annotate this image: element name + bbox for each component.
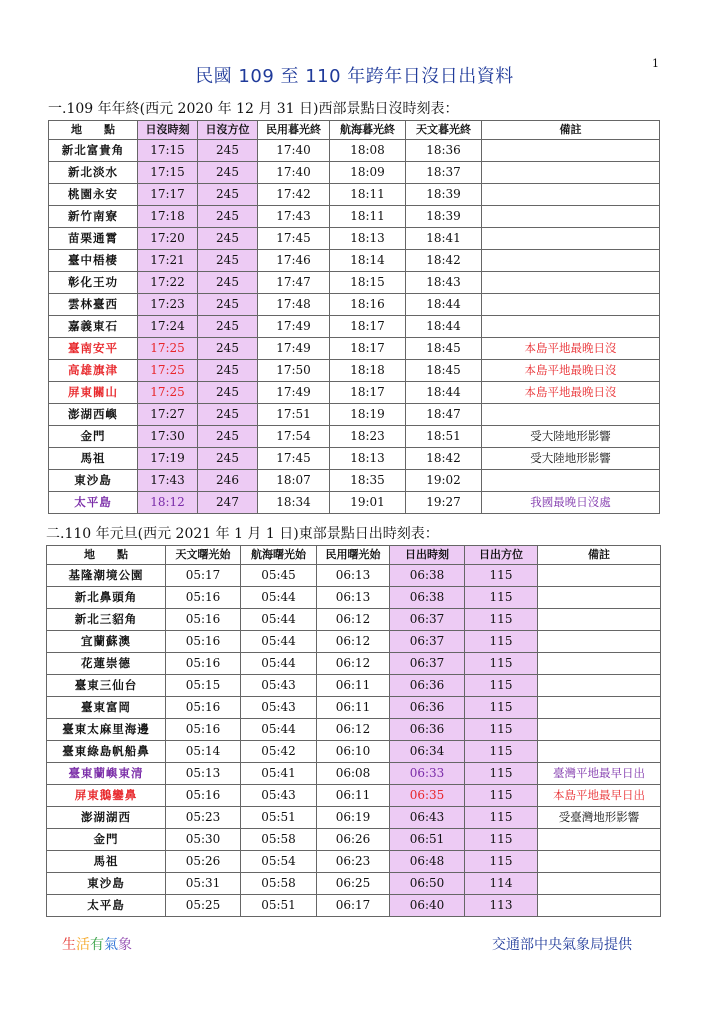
time-cell: 06:37 — [390, 609, 465, 631]
table-row — [49, 184, 660, 206]
location-cell: 屏東鵝鑾鼻 — [47, 785, 166, 807]
azimuth-cell: 245 — [198, 448, 258, 470]
column-header: 備註 — [538, 546, 661, 565]
civil-twilight-cell: 17:48 — [258, 294, 330, 316]
time-cell: 06:36 — [390, 697, 465, 719]
location-cell: 宜蘭蘇澳 — [47, 631, 166, 653]
astronomical-twilight-cell: 18:51 — [406, 426, 482, 448]
column-header: 天文暮光終 — [406, 121, 482, 140]
column-header: 日沒時刻 — [138, 121, 198, 140]
astronomical-twilight-cell: 18:36 — [406, 140, 482, 162]
nautical-twilight-cell: 05:42 — [241, 741, 317, 763]
civil-twilight-cell: 17:45 — [258, 228, 330, 250]
location-cell: 太平島 — [47, 895, 166, 917]
location-cell: 臺東三仙台 — [47, 675, 166, 697]
civil-twilight-cell: 06:23 — [317, 851, 390, 873]
time-cell: 17:27 — [138, 404, 198, 426]
civil-twilight-cell: 06:12 — [317, 653, 390, 675]
nautical-twilight-cell: 18:13 — [330, 448, 406, 470]
civil-twilight-cell: 06:10 — [317, 741, 390, 763]
time-cell: 17:43 — [138, 470, 198, 492]
note-cell — [538, 565, 661, 587]
note-cell — [482, 140, 660, 162]
civil-twilight-cell: 06:11 — [317, 785, 390, 807]
astronomical-twilight-cell: 05:13 — [166, 763, 241, 785]
slogan-char: 象 — [118, 937, 132, 953]
astronomical-twilight-cell: 18:39 — [406, 184, 482, 206]
table-row — [47, 631, 661, 653]
azimuth-cell: 245 — [198, 316, 258, 338]
astronomical-twilight-cell: 05:16 — [166, 653, 241, 675]
location-cell: 苗栗通霄 — [49, 228, 138, 250]
time-cell: 06:51 — [390, 829, 465, 851]
nautical-twilight-cell: 18:08 — [330, 140, 406, 162]
civil-twilight-cell: 17:54 — [258, 426, 330, 448]
civil-twilight-cell: 17:43 — [258, 206, 330, 228]
nautical-twilight-cell: 05:44 — [241, 609, 317, 631]
astronomical-twilight-cell: 18:44 — [406, 294, 482, 316]
sunset-header-row — [49, 121, 660, 140]
civil-twilight-cell: 06:08 — [317, 763, 390, 785]
time-cell: 17:25 — [138, 338, 198, 360]
note-cell — [538, 719, 661, 741]
location-cell: 屏東關山 — [49, 382, 138, 404]
nautical-twilight-cell: 18:17 — [330, 316, 406, 338]
table-row — [49, 470, 660, 492]
location-cell: 桃園永安 — [49, 184, 138, 206]
astronomical-twilight-cell: 05:25 — [166, 895, 241, 917]
time-cell: 06:43 — [390, 807, 465, 829]
table-row — [47, 873, 661, 895]
nautical-twilight-cell: 05:41 — [241, 763, 317, 785]
location-cell: 馬祖 — [47, 851, 166, 873]
table-row — [49, 162, 660, 184]
table-row — [49, 448, 660, 470]
civil-twilight-cell: 06:26 — [317, 829, 390, 851]
astronomical-twilight-cell: 05:16 — [166, 587, 241, 609]
note-cell: 本島平地最晚日沒 — [482, 338, 660, 360]
astronomical-twilight-cell: 05:14 — [166, 741, 241, 763]
location-cell: 臺東綠島帆船鼻 — [47, 741, 166, 763]
column-header: 民用暮光終 — [258, 121, 330, 140]
azimuth-cell: 245 — [198, 404, 258, 426]
azimuth-cell: 245 — [198, 140, 258, 162]
location-cell: 基隆潮境公園 — [47, 565, 166, 587]
note-cell — [482, 228, 660, 250]
time-cell: 06:37 — [390, 631, 465, 653]
location-cell: 嘉義東石 — [49, 316, 138, 338]
table-row — [49, 316, 660, 338]
note-cell: 本島平地最晚日沒 — [482, 382, 660, 404]
civil-twilight-cell: 18:34 — [258, 492, 330, 514]
note-cell — [538, 741, 661, 763]
astronomical-twilight-cell: 05:17 — [166, 565, 241, 587]
civil-twilight-cell: 06:13 — [317, 565, 390, 587]
note-cell — [538, 829, 661, 851]
time-cell: 17:25 — [138, 382, 198, 404]
azimuth-cell: 115 — [465, 719, 538, 741]
time-cell: 06:36 — [390, 675, 465, 697]
location-cell: 澎湖湖西 — [47, 807, 166, 829]
note-cell — [538, 873, 661, 895]
column-header: 備註 — [482, 121, 660, 140]
note-cell — [538, 631, 661, 653]
astronomical-twilight-cell: 05:26 — [166, 851, 241, 873]
table-row — [49, 404, 660, 426]
note-cell — [538, 697, 661, 719]
location-cell: 東沙島 — [49, 470, 138, 492]
location-cell: 澎湖西嶼 — [49, 404, 138, 426]
sunrise-header-row — [47, 546, 661, 565]
note-cell: 本島平地最晚日沒 — [482, 360, 660, 382]
slogan-char: 生 — [62, 937, 76, 953]
time-cell: 17:19 — [138, 448, 198, 470]
civil-twilight-cell: 06:11 — [317, 697, 390, 719]
note-cell — [482, 250, 660, 272]
note-cell — [538, 851, 661, 873]
column-header: 地 點 — [49, 121, 138, 140]
astronomical-twilight-cell: 05:16 — [166, 697, 241, 719]
note-cell — [482, 184, 660, 206]
nautical-twilight-cell: 05:43 — [241, 675, 317, 697]
sunrise-section-heading: 二.110 年元旦(西元 2021 年 1 月 1 日)東部景點日出時刻表： — [46, 526, 439, 542]
note-cell — [538, 675, 661, 697]
astronomical-twilight-cell: 05:16 — [166, 609, 241, 631]
location-cell: 臺南安平 — [49, 338, 138, 360]
nautical-twilight-cell: 19:01 — [330, 492, 406, 514]
azimuth-cell: 115 — [465, 763, 538, 785]
note-cell — [538, 895, 661, 917]
civil-twilight-cell: 06:12 — [317, 719, 390, 741]
astronomical-twilight-cell: 05:15 — [166, 675, 241, 697]
table-row — [49, 338, 660, 360]
azimuth-cell: 115 — [465, 785, 538, 807]
slogan-char: 活 — [76, 937, 90, 953]
column-header: 天文曙光始 — [166, 546, 241, 565]
time-cell: 06:38 — [390, 587, 465, 609]
civil-twilight-cell: 06:19 — [317, 807, 390, 829]
table-row — [49, 426, 660, 448]
civil-twilight-cell: 17:49 — [258, 316, 330, 338]
nautical-twilight-cell: 18:35 — [330, 470, 406, 492]
azimuth-cell: 115 — [465, 565, 538, 587]
nautical-twilight-cell: 18:18 — [330, 360, 406, 382]
note-cell — [482, 162, 660, 184]
azimuth-cell: 245 — [198, 272, 258, 294]
sunset-table — [48, 120, 660, 514]
astronomical-twilight-cell: 18:41 — [406, 228, 482, 250]
location-cell: 太平島 — [49, 492, 138, 514]
time-cell: 06:33 — [390, 763, 465, 785]
astronomical-twilight-cell: 05:16 — [166, 719, 241, 741]
astronomical-twilight-cell: 18:37 — [406, 162, 482, 184]
time-cell: 06:40 — [390, 895, 465, 917]
civil-twilight-cell: 17:42 — [258, 184, 330, 206]
time-cell: 17:20 — [138, 228, 198, 250]
astronomical-twilight-cell: 18:42 — [406, 250, 482, 272]
table-row — [47, 675, 661, 697]
location-cell: 馬祖 — [49, 448, 138, 470]
civil-twilight-cell: 06:17 — [317, 895, 390, 917]
table-row — [47, 587, 661, 609]
note-cell — [482, 272, 660, 294]
location-cell: 新北鼻頭角 — [47, 587, 166, 609]
azimuth-cell: 245 — [198, 360, 258, 382]
time-cell: 06:37 — [390, 653, 465, 675]
astronomical-twilight-cell: 05:31 — [166, 873, 241, 895]
note-cell — [538, 609, 661, 631]
astronomical-twilight-cell: 05:23 — [166, 807, 241, 829]
note-cell: 受大陸地形影響 — [482, 426, 660, 448]
time-cell: 17:17 — [138, 184, 198, 206]
time-cell: 06:38 — [390, 565, 465, 587]
civil-twilight-cell: 17:47 — [258, 272, 330, 294]
nautical-twilight-cell: 05:58 — [241, 829, 317, 851]
astronomical-twilight-cell: 18:45 — [406, 360, 482, 382]
time-cell: 17:15 — [138, 140, 198, 162]
azimuth-cell: 245 — [198, 294, 258, 316]
azimuth-cell: 245 — [198, 228, 258, 250]
civil-twilight-cell: 06:25 — [317, 873, 390, 895]
azimuth-cell: 245 — [198, 162, 258, 184]
nautical-twilight-cell: 05:51 — [241, 807, 317, 829]
civil-twilight-cell: 17:40 — [258, 162, 330, 184]
nautical-twilight-cell: 05:54 — [241, 851, 317, 873]
location-cell: 彰化王功 — [49, 272, 138, 294]
time-cell: 18:12 — [138, 492, 198, 514]
azimuth-cell: 115 — [465, 587, 538, 609]
nautical-twilight-cell: 18:13 — [330, 228, 406, 250]
table-row — [49, 228, 660, 250]
time-cell: 06:36 — [390, 719, 465, 741]
column-header: 航海曙光始 — [241, 546, 317, 565]
nautical-twilight-cell: 18:17 — [330, 382, 406, 404]
astronomical-twilight-cell: 18:39 — [406, 206, 482, 228]
nautical-twilight-cell: 18:23 — [330, 426, 406, 448]
table-row — [47, 609, 661, 631]
nautical-twilight-cell: 18:11 — [330, 184, 406, 206]
column-header: 日沒方位 — [198, 121, 258, 140]
table-row — [47, 829, 661, 851]
azimuth-cell: 115 — [465, 851, 538, 873]
azimuth-cell: 245 — [198, 338, 258, 360]
time-cell: 17:25 — [138, 360, 198, 382]
column-header: 航海暮光終 — [330, 121, 406, 140]
azimuth-cell: 115 — [465, 609, 538, 631]
time-cell: 17:22 — [138, 272, 198, 294]
table-row — [47, 895, 661, 917]
table-row — [49, 294, 660, 316]
azimuth-cell: 115 — [465, 741, 538, 763]
footer-provider: 交通部中央氣象局提供 — [492, 937, 632, 953]
astronomical-twilight-cell: 18:47 — [406, 404, 482, 426]
nautical-twilight-cell: 05:44 — [241, 653, 317, 675]
nautical-twilight-cell: 18:16 — [330, 294, 406, 316]
table-row — [49, 206, 660, 228]
nautical-twilight-cell: 05:44 — [241, 631, 317, 653]
location-cell: 金門 — [49, 426, 138, 448]
azimuth-cell: 115 — [465, 697, 538, 719]
nautical-twilight-cell: 18:14 — [330, 250, 406, 272]
location-cell: 臺東蘭嶼東清 — [47, 763, 166, 785]
note-cell: 本島平地最早日出 — [538, 785, 661, 807]
nautical-twilight-cell: 05:43 — [241, 697, 317, 719]
table-row — [49, 250, 660, 272]
table-row — [47, 741, 661, 763]
column-header: 民用曙光始 — [317, 546, 390, 565]
nautical-twilight-cell: 05:45 — [241, 565, 317, 587]
nautical-twilight-cell: 05:43 — [241, 785, 317, 807]
civil-twilight-cell: 06:11 — [317, 675, 390, 697]
note-cell — [538, 653, 661, 675]
note-cell: 臺灣平地最早日出 — [538, 763, 661, 785]
location-cell: 臺中梧棲 — [49, 250, 138, 272]
azimuth-cell: 245 — [198, 426, 258, 448]
column-header: 地 點 — [47, 546, 166, 565]
astronomical-twilight-cell: 19:27 — [406, 492, 482, 514]
azimuth-cell: 247 — [198, 492, 258, 514]
civil-twilight-cell: 17:40 — [258, 140, 330, 162]
azimuth-cell: 245 — [198, 206, 258, 228]
table-row — [47, 763, 661, 785]
note-cell — [482, 294, 660, 316]
location-cell: 新北三貂角 — [47, 609, 166, 631]
table-row — [47, 851, 661, 873]
nautical-twilight-cell: 05:44 — [241, 719, 317, 741]
time-cell: 17:30 — [138, 426, 198, 448]
civil-twilight-cell: 17:50 — [258, 360, 330, 382]
nautical-twilight-cell: 18:15 — [330, 272, 406, 294]
table-row — [49, 382, 660, 404]
astronomical-twilight-cell: 05:16 — [166, 785, 241, 807]
astronomical-twilight-cell: 18:42 — [406, 448, 482, 470]
civil-twilight-cell: 06:12 — [317, 631, 390, 653]
table-row — [47, 653, 661, 675]
time-cell: 17:24 — [138, 316, 198, 338]
azimuth-cell: 115 — [465, 675, 538, 697]
location-cell: 高雄旗津 — [49, 360, 138, 382]
azimuth-cell: 115 — [465, 807, 538, 829]
civil-twilight-cell: 06:12 — [317, 609, 390, 631]
azimuth-cell: 113 — [465, 895, 538, 917]
table-row — [49, 492, 660, 514]
note-cell — [482, 206, 660, 228]
location-cell: 金門 — [47, 829, 166, 851]
astronomical-twilight-cell: 18:44 — [406, 382, 482, 404]
note-cell: 我國最晚日沒處 — [482, 492, 660, 514]
note-cell — [538, 587, 661, 609]
sunset-section-heading: 一.109 年年終(西元 2020 年 12 月 31 日)西部景點日沒時刻表： — [48, 101, 459, 117]
time-cell: 06:34 — [390, 741, 465, 763]
time-cell: 17:21 — [138, 250, 198, 272]
astronomical-twilight-cell: 18:45 — [406, 338, 482, 360]
slogan-char: 氣 — [104, 937, 118, 953]
civil-twilight-cell: 17:51 — [258, 404, 330, 426]
nautical-twilight-cell: 18:17 — [330, 338, 406, 360]
astronomical-twilight-cell: 05:30 — [166, 829, 241, 851]
civil-twilight-cell: 17:49 — [258, 382, 330, 404]
location-cell: 臺東太麻里海邊 — [47, 719, 166, 741]
civil-twilight-cell: 17:45 — [258, 448, 330, 470]
nautical-twilight-cell: 18:19 — [330, 404, 406, 426]
note-cell — [482, 316, 660, 338]
table-row — [47, 719, 661, 741]
astronomical-twilight-cell: 05:16 — [166, 631, 241, 653]
footer-slogan — [62, 934, 132, 954]
table-row — [47, 697, 661, 719]
table-row — [49, 140, 660, 162]
time-cell: 06:50 — [390, 873, 465, 895]
document-title: 民國 109 至 110 年跨年日沒日出資料 — [195, 66, 514, 87]
column-header: 日出時刻 — [390, 546, 465, 565]
nautical-twilight-cell: 05:44 — [241, 587, 317, 609]
location-cell: 雲林臺西 — [49, 294, 138, 316]
civil-twilight-cell: 06:13 — [317, 587, 390, 609]
azimuth-cell: 115 — [465, 653, 538, 675]
nautical-twilight-cell: 18:09 — [330, 162, 406, 184]
azimuth-cell: 246 — [198, 470, 258, 492]
location-cell: 臺東富岡 — [47, 697, 166, 719]
location-cell: 新北淡水 — [49, 162, 138, 184]
location-cell: 花蓮崇德 — [47, 653, 166, 675]
astronomical-twilight-cell: 18:43 — [406, 272, 482, 294]
note-cell: 受大陸地形影響 — [482, 448, 660, 470]
azimuth-cell: 114 — [465, 873, 538, 895]
slogan-char: 有 — [90, 937, 104, 953]
note-cell — [482, 470, 660, 492]
note-cell: 受臺灣地形影響 — [538, 807, 661, 829]
nautical-twilight-cell: 05:51 — [241, 895, 317, 917]
azimuth-cell: 115 — [465, 631, 538, 653]
astronomical-twilight-cell: 19:02 — [406, 470, 482, 492]
table-row — [47, 807, 661, 829]
civil-twilight-cell: 17:46 — [258, 250, 330, 272]
time-cell: 06:48 — [390, 851, 465, 873]
time-cell: 17:18 — [138, 206, 198, 228]
azimuth-cell: 245 — [198, 382, 258, 404]
astronomical-twilight-cell: 18:44 — [406, 316, 482, 338]
civil-twilight-cell: 18:07 — [258, 470, 330, 492]
time-cell: 17:23 — [138, 294, 198, 316]
table-row — [49, 272, 660, 294]
nautical-twilight-cell: 05:58 — [241, 873, 317, 895]
azimuth-cell: 115 — [465, 829, 538, 851]
location-cell: 新北富貴角 — [49, 140, 138, 162]
table-row — [49, 360, 660, 382]
location-cell: 東沙島 — [47, 873, 166, 895]
time-cell: 17:15 — [138, 162, 198, 184]
sunrise-table — [46, 545, 661, 917]
time-cell: 06:35 — [390, 785, 465, 807]
civil-twilight-cell: 17:49 — [258, 338, 330, 360]
table-row — [47, 785, 661, 807]
nautical-twilight-cell: 18:11 — [330, 206, 406, 228]
table-row — [47, 565, 661, 587]
azimuth-cell: 245 — [198, 250, 258, 272]
azimuth-cell: 245 — [198, 184, 258, 206]
page-number: 1 — [652, 57, 659, 70]
column-header: 日出方位 — [465, 546, 538, 565]
note-cell — [482, 404, 660, 426]
location-cell: 新竹南寮 — [49, 206, 138, 228]
